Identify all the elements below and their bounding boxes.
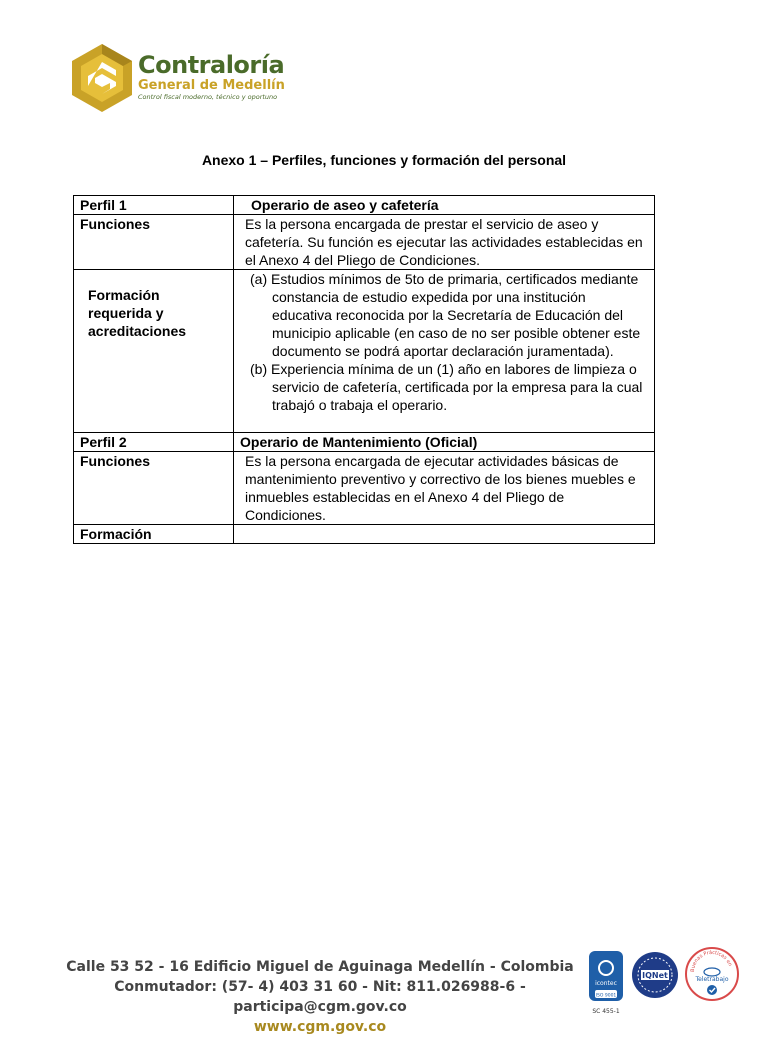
logo-title: Contraloría bbox=[138, 51, 285, 79]
table-row bbox=[74, 433, 655, 452]
teletrabajo-seal bbox=[684, 946, 740, 1002]
profiles-table bbox=[73, 195, 655, 544]
profile2-label: Perfil 2 bbox=[74, 433, 234, 452]
profile2-name: Operario de Mantenimiento (Oficial) bbox=[234, 433, 655, 452]
svg-text:ISO 9001: ISO 9001 bbox=[595, 993, 617, 999]
footer-contact: Conmutador: (57- 4) 403 31 60 - Nit: 811.026988-6 - participa@cgm.gov.co bbox=[114, 979, 526, 1015]
iqnet-logo-icon bbox=[630, 950, 680, 1000]
requirements-list bbox=[245, 270, 646, 414]
table-row bbox=[74, 525, 655, 544]
logo-tagline: Control fiscal moderno, técnico y oportuno bbox=[138, 93, 278, 101]
svg-text:icontec: icontec bbox=[595, 980, 617, 987]
svg-text:IQNet: IQNet bbox=[642, 971, 668, 980]
icontec-code: SC 455-1 bbox=[592, 1008, 620, 1015]
footer-address: Calle 53 52 - 16 Edificio Miguel de Aguinaga Medellín - Colombia bbox=[66, 959, 574, 975]
contraloria-logo bbox=[70, 42, 290, 116]
profile2-training-label: Formación bbox=[74, 525, 234, 544]
list-item: (b) Experiencia mínima de un (1) año en labores de limpieza o servicio de cafetería, certificada por la empresa para la cual trabajó o trabaja el operario. bbox=[250, 361, 643, 413]
profile1-name: Operario de aseo y cafetería bbox=[234, 196, 655, 215]
profile2-functions-label: Funciones bbox=[74, 452, 234, 525]
profile1-requirements bbox=[234, 270, 655, 433]
teletrabajo-badge-icon bbox=[684, 946, 740, 1002]
icontec-seal bbox=[588, 950, 624, 1020]
document-title: Anexo 1 – Perfiles, funciones y formación del personal bbox=[201, 152, 567, 168]
table-row bbox=[74, 196, 655, 215]
profile2-training bbox=[234, 525, 655, 544]
logo-subtitle: General de Medellín bbox=[138, 78, 285, 93]
profile1-functions-label: Funciones bbox=[74, 215, 234, 270]
svg-text:Teletrabajo: Teletrabajo bbox=[695, 976, 729, 983]
table-row bbox=[74, 215, 655, 270]
table-row bbox=[74, 270, 655, 433]
profile2-functions: Es la persona encargada de ejecutar actividades básicas de mantenimiento preventivo y correctivo de los bienes muebles e inmuebles establecidas en el Anexo 4 del Pliego de Condiciones. bbox=[234, 452, 655, 525]
profile1-label: Perfil 1 bbox=[74, 196, 234, 215]
list-item: (a) Estudios mínimos de 5to de primaria, certificados mediante constancia de estudio expedida por una institución educativa reconocida por la Secretaría de Educación del municipio aplicable (en caso de no ser posible obtener este documento se podrá aportar declaración juramentada). bbox=[250, 271, 641, 359]
table-row bbox=[74, 452, 655, 525]
profile1-training-label: Formación requerida y acreditaciones bbox=[74, 270, 234, 433]
footer-website-link[interactable]: www.cgm.gov.co bbox=[253, 1019, 387, 1035]
svg-text:Buenas Prácticas en: Buenas Prácticas en bbox=[689, 949, 733, 973]
contraloria-emblem-icon bbox=[70, 42, 134, 114]
iqnet-seal bbox=[630, 950, 680, 1000]
icontec-logo-icon bbox=[588, 950, 624, 1002]
profile1-functions: Es la persona encargada de prestar el servicio de aseo y cafetería. Su función es ejecutar las actividades establecidas en el Anexo 4 del Pliego de Condiciones. bbox=[234, 215, 655, 270]
footer-contact-block bbox=[55, 957, 585, 1037]
